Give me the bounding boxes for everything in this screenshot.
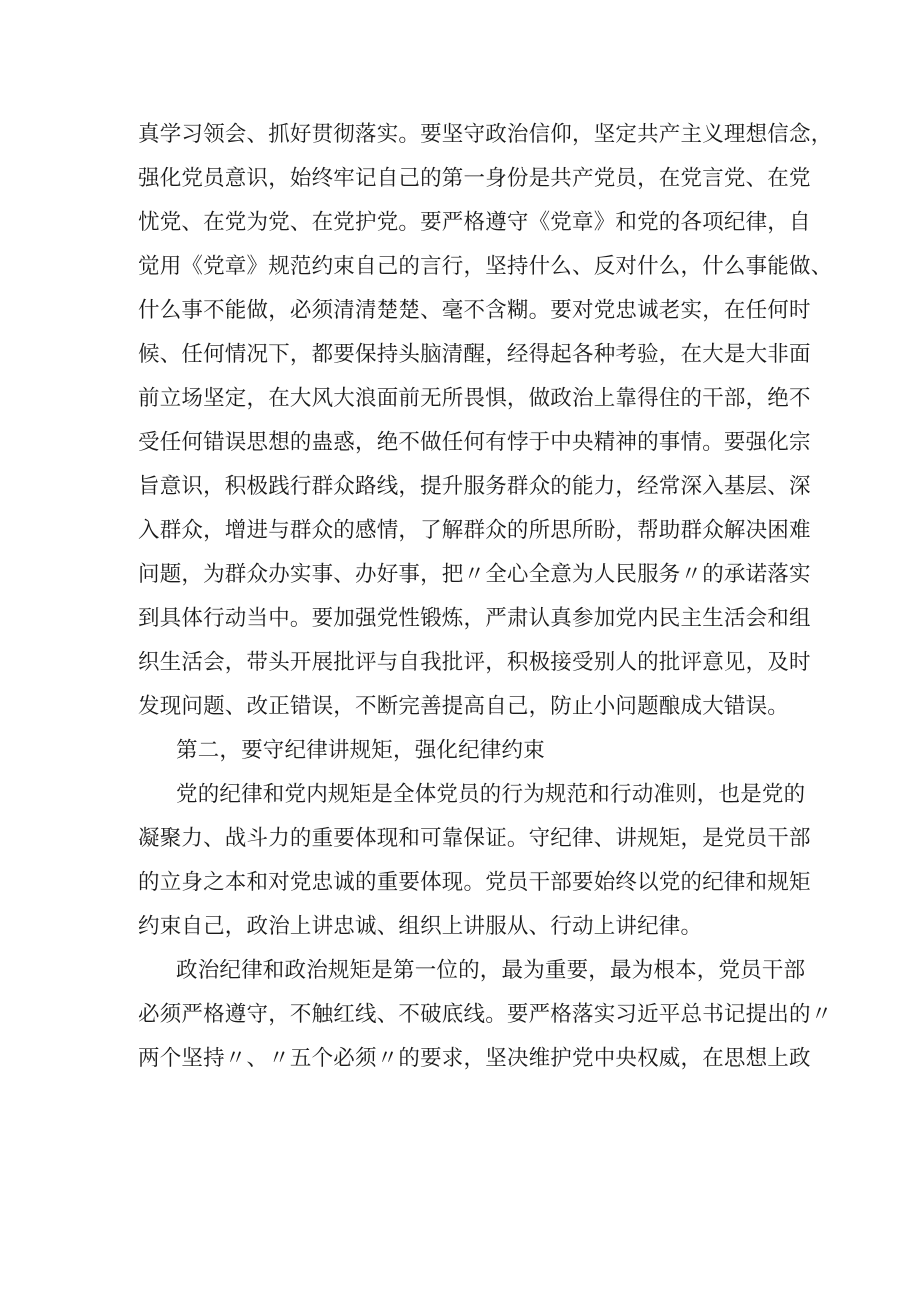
text-line: 强化党员意识，始终牢记自己的第一身份是共产党员，在党言党、在党: [138, 166, 811, 191]
text-line: 党的纪律和党内规矩是全体党员的行为规范和行动准则，也是党的: [176, 782, 806, 807]
text-line: 政治纪律和政治规矩是第一位的，最为重要，最为根本，党员干部: [176, 958, 806, 983]
text-line: 什么事不能做，必须清清楚楚、毫不含糊。要对党忠诚老实，在任何时: [138, 298, 811, 323]
text-line: 的立身之本和对党忠诚的重要体现。党员干部要始终以党的纪律和规矩: [138, 870, 811, 895]
text-line: 忧党、在党为党、在党护党。要严格遵守《党章》和党的各项纪律，自: [138, 210, 811, 235]
text-line: 真学习领会、抓好贯彻落实。要坚守政治信仰，坚定共产主义理想信念，: [138, 122, 833, 147]
text-line: 约束自己，政治上讲忠诚、组织上讲服从、行动上讲纪律。: [138, 914, 703, 939]
text-line: 入群众，增进与群众的感情，了解群众的所思所盼，帮助群众解决困难: [138, 518, 811, 543]
text-line: 必须严格遵守，不触红线、不破底线。要严格落实习近平总书记提出的〃: [138, 1002, 833, 1027]
text-line: 凝聚力、战斗力的重要体现和可靠保证。守纪律、讲规矩，是党员干部: [138, 826, 811, 851]
section-heading: 第二，要守纪律讲规矩，强化纪律约束: [176, 738, 545, 763]
text-line: 受任何错误思想的蛊惑，绝不做任何有悖于中央精神的事情。要强化宗: [138, 430, 811, 455]
text-line: 旨意识，积极践行群众路线，提升服务群众的能力，经常深入基层、深: [138, 474, 811, 499]
text-line: 前立场坚定，在大风大浪面前无所畏惧，做政治上靠得住的干部，绝不: [138, 386, 811, 411]
text-line: 问题，为群众办实事、办好事，把〃全心全意为人民服务〃的承诺落实: [138, 562, 811, 587]
text-line: 发现问题、改正错误，不断完善提高自己，防止小问题酿成大错误。: [138, 694, 790, 719]
text-line: 候、任何情况下，都要保持头脑清醒，经得起各种考验，在大是大非面: [138, 342, 811, 367]
text-line: 两个坚持〃、〃五个必须〃的要求，坚决维护党中央权威，在思想上政: [138, 1046, 811, 1071]
text-line: 织生活会，带头开展批评与自我批评，积极接受别人的批评意见，及时: [138, 650, 811, 675]
text-line: 到具体行动当中。要加强党性锻炼，严肃认真参加党内民主生活会和组: [138, 606, 811, 631]
text-line: 觉用《党章》规范约束自己的言行，坚持什么、反对什么，什么事能做、: [138, 254, 833, 279]
